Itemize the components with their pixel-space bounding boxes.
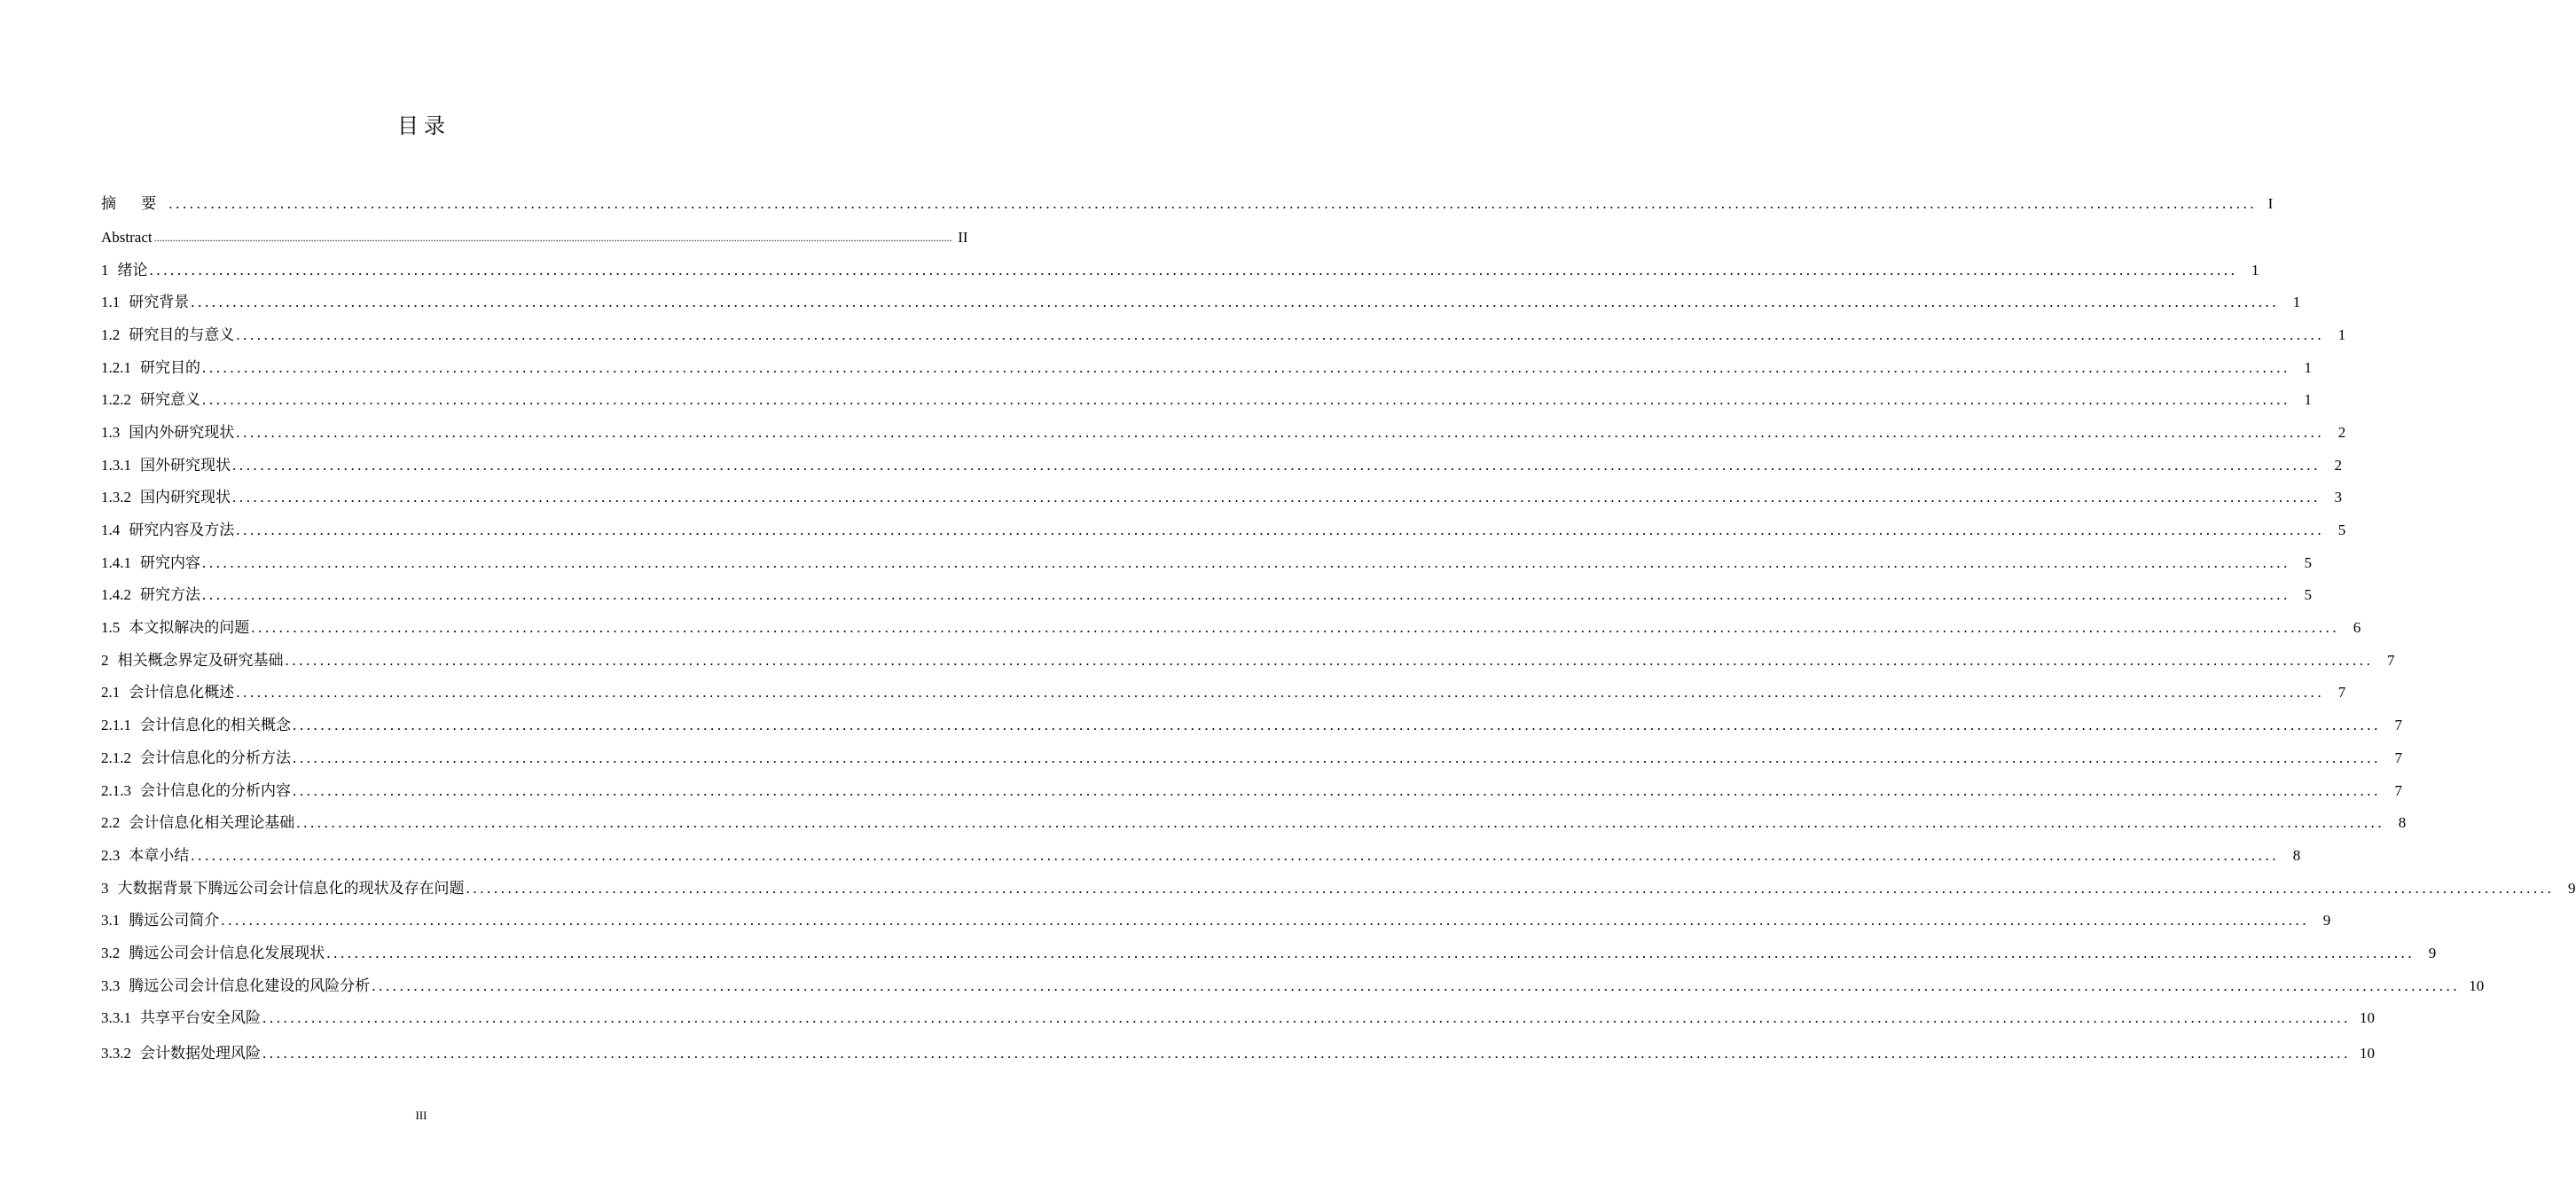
toc-leader-dots: ............................................................................................................................................................................................................................................................................................................: [326, 945, 2415, 961]
toc-entry-title: 研究内容及方法: [129, 522, 235, 538]
toc-entry-number: 1.5: [101, 619, 121, 636]
toc-leader-dots: ............................................................................................................................................................................................................................................................................................................: [191, 847, 2280, 864]
toc-entry-number: 2.2: [101, 814, 121, 831]
toc-entry-title: 本文拟解决的问题: [129, 619, 250, 636]
toc-leader-dots: ............................................................................................................................................................................................................................................................................................................: [251, 619, 2340, 636]
toc-leader-dots: ............................................................................................................................................................................................................................................................................................................: [293, 749, 2381, 766]
toc-leader-dots: ............................................................................................................................................................................................................................................................................................................: [232, 457, 2321, 474]
toc-entry-number: 3.3.1: [101, 1009, 131, 1026]
toc-entry[interactable]: [101, 744, 2402, 767]
toc-entry[interactable]: [101, 809, 2407, 832]
toc-entry-title: 国内研究现状: [140, 489, 231, 506]
toc-entry-label: [101, 1009, 262, 1027]
toc-entry-page: 6: [2353, 619, 2361, 636]
toc-entry-page: 9: [2322, 912, 2331, 929]
toc-entry-number: 1.3.1: [101, 457, 131, 474]
toc-entry[interactable]: [101, 190, 2274, 213]
toc-entry-number: 2.1.3: [101, 782, 131, 799]
toc-entry-page: 5: [2304, 554, 2312, 571]
toc-entry[interactable]: [101, 516, 2346, 539]
toc-leader-dots: ............................................................................................................................................................................................................................................................................................................: [236, 522, 2325, 538]
toc-entry-number: 2.1: [101, 684, 121, 701]
page-number: III: [415, 1109, 427, 1122]
toc-entry-page: 1: [2292, 294, 2301, 310]
toc-entry[interactable]: [101, 256, 2259, 279]
toc-entry-label: [101, 522, 236, 539]
page-title: 目 录: [397, 115, 445, 138]
toc-entry-number: 3.3.2: [101, 1045, 131, 1062]
toc-entry-label: [101, 391, 202, 409]
toc-entry[interactable]: [101, 842, 2301, 865]
toc-entry-label: [101, 457, 232, 474]
toc-entry-page: 5: [2337, 522, 2346, 538]
toc-leader-dots: ............................................................................................................................................................................................................................................................................................................: [372, 977, 2461, 994]
toc-entry-label: [101, 782, 293, 800]
toc-entry-number: 2.1.1: [101, 717, 131, 733]
toc-entry-title: 本章小结: [129, 847, 190, 864]
toc-leader-dots: ............................................................................................................................................................................................................................................................................................................: [262, 1009, 2351, 1026]
toc-entry-label: [101, 749, 293, 767]
toc-leader-dots: ............................................................................................................................................................................................................................................................................................................: [191, 294, 2280, 310]
toc-entry-title: 大数据背景下腾远公司会计信息化的现状及存在问题: [117, 880, 465, 897]
toc-entry-label: [101, 294, 191, 311]
toc-entry[interactable]: [101, 386, 2312, 409]
toc-entry-page: 7: [2387, 652, 2395, 669]
toc-entry-label: [101, 717, 293, 734]
toc-entry-label: [101, 684, 236, 702]
toc-entry[interactable]: [101, 419, 2346, 442]
toc-leader-dots: ............................................................................................................................................................................................................................................................................................................: [236, 326, 2325, 343]
toc-entry-label: 摘 要: [101, 195, 168, 212]
toc-entry-label: [101, 554, 202, 572]
toc-leader-dots: ............................................................................................................................................................................................................................................................................................................: [236, 424, 2325, 441]
toc-leader-dots: ............................................................................................................................................................................................................................................................................................................: [293, 782, 2381, 799]
toc-entry[interactable]: [101, 224, 968, 247]
toc-entry[interactable]: [101, 906, 2331, 929]
toc-entry-page: 1: [2337, 326, 2346, 343]
toc-entry-page: 7: [2337, 684, 2346, 701]
toc-entry-title: 会计数据处理风险: [140, 1045, 261, 1062]
toc-entry-page: I: [2267, 195, 2274, 212]
toc-entry-label: [101, 424, 236, 442]
toc-leader-dots: ............................................................................................................................................................................................................................................................................................................: [202, 586, 2290, 603]
toc-leader-dots: ............................................................................................................................................................................................................................................................................................................: [202, 391, 2290, 408]
toc-entry-label: [101, 945, 326, 962]
toc-entry-number: 2.1.2: [101, 749, 131, 766]
toc-entry-title: 研究背景: [129, 294, 190, 310]
toc-entry-number: 1.2.2: [101, 391, 131, 408]
toc-entry-label: Abstract: [101, 229, 153, 246]
toc-entry-page: 8: [2292, 847, 2301, 864]
toc-entry-title: 相关概念界定及研究基础: [117, 652, 284, 669]
toc-entry-label: [101, 262, 150, 279]
toc-entry[interactable]: [101, 874, 2576, 898]
toc-entry-number: 1.3.2: [101, 489, 131, 506]
toc-entry[interactable]: [101, 777, 2402, 800]
toc-entry-number: 3: [101, 880, 109, 897]
toc-entry-page: 7: [2394, 782, 2402, 799]
toc-leader-dots: ............................................................................................................................................................................................................................................................................................................: [285, 652, 2374, 669]
toc-entry-page: 7: [2394, 749, 2402, 766]
toc-leader-dots: ............................................................................................................................................................................................................................................................................................................: [262, 1045, 2351, 1062]
toc-entry[interactable]: [101, 321, 2346, 344]
toc-entry-title: 会计信息化概述: [129, 684, 235, 701]
toc-entry-number: 2: [101, 652, 109, 669]
toc-entry-title: 国内外研究现状: [129, 424, 235, 441]
toc-entry-label: [101, 1045, 262, 1063]
toc-entry-title: 研究目的与意义: [129, 326, 235, 343]
toc-entry-label: [101, 814, 296, 832]
toc-leader-dots: ............................................................................................................................................................................................................................................................................................................: [232, 489, 2321, 506]
toc-entry-title: 研究目的: [140, 359, 200, 376]
toc-entry-number: 3.1: [101, 912, 121, 929]
toc-entry-number: 1: [101, 262, 109, 278]
toc-entry-page: 7: [2394, 717, 2402, 733]
toc-entry[interactable]: [101, 647, 2395, 670]
toc-entry-title: 腾远公司会计信息化建设的风险分析: [129, 977, 371, 994]
toc-entry-number: 1.3: [101, 424, 121, 441]
toc-entry-page: 10: [2469, 977, 2485, 994]
toc-entry[interactable]: [101, 581, 2312, 604]
toc-leader-dots: ............................................................................................................................................................................................................................................................................................................: [202, 554, 2290, 571]
toc-entry-title: 会计信息化的相关概念: [140, 717, 291, 733]
toc-entry-page: 1: [2304, 391, 2312, 408]
toc-leader-dots: ............................................................................................................................................................................................................................................................................................................: [202, 359, 2290, 376]
toc-entry-label: [101, 912, 221, 929]
toc-entry-number: 1.1: [101, 294, 121, 310]
toc-entry[interactable]: [101, 483, 2342, 506]
toc-entry-label: [101, 652, 286, 670]
toc-entry-number: 3.2: [101, 945, 121, 961]
toc-entry-title: 研究方法: [140, 586, 200, 603]
toc-entry-label: [101, 619, 251, 637]
toc-entry-number: 3.3: [101, 977, 121, 994]
toc-entry-label: [101, 359, 202, 377]
toc-entry-label: [101, 489, 232, 506]
toc-leader-dots: ............................................................................................................................................................................................................................................................................................................: [149, 262, 2238, 278]
toc-entry[interactable]: [101, 972, 2485, 995]
toc-entry-title: 绪论: [117, 262, 148, 278]
toc-leader-dots: ............................................................................................................................................................................................................................................................................................................: [153, 231, 952, 244]
toc-entry-title: 研究内容: [140, 554, 200, 571]
toc-entry[interactable]: [101, 288, 2301, 311]
toc-entry-number: 1.4.2: [101, 586, 131, 603]
toc-entry-title: 腾远公司会计信息化发展现状: [129, 945, 325, 961]
toc-entry-title: 会计信息化的分析内容: [140, 782, 291, 799]
toc-entry[interactable]: [101, 939, 2437, 962]
toc-entry-page: 1: [2251, 262, 2259, 278]
toc-entry-number: 2.3: [101, 847, 121, 864]
toc-entry-page: 1: [2304, 359, 2312, 376]
toc-entry-page: 10: [2360, 1009, 2375, 1026]
toc-entry[interactable]: [101, 549, 2312, 572]
toc-entry-label: [101, 586, 202, 604]
toc-entry-title: 会计信息化的分析方法: [140, 749, 291, 766]
toc-entry-number: 1.4.1: [101, 554, 131, 571]
toc-entry-title: 共享平台安全风险: [140, 1009, 261, 1026]
toc-entry-number: 1.2.1: [101, 359, 131, 376]
toc-entry-page: 9: [2568, 880, 2576, 897]
toc-entry-label: [101, 977, 372, 995]
toc-leader-dots: ............................................................................................................................................................................................................................................................................................................: [293, 717, 2381, 733]
toc-entry-number: 1.2: [101, 326, 121, 343]
toc-leader-dots: ............................................................................................................................................................................................................................................................................................................: [236, 684, 2325, 701]
toc-entry-page: 2: [2334, 457, 2342, 474]
toc-entry-label: [101, 880, 466, 898]
toc-entry-page: 9: [2428, 945, 2437, 961]
toc-entry-page: 8: [2398, 814, 2407, 831]
toc-entry-page: II: [958, 229, 968, 246]
toc-leader-dots: ............................................................................................................................................................................................................................................................................................................: [168, 195, 2258, 212]
toc-entry[interactable]: [101, 1039, 2375, 1063]
toc-entry[interactable]: [101, 354, 2312, 377]
toc-entry-page: 2: [2337, 424, 2346, 441]
toc-entry-page: 10: [2360, 1045, 2375, 1062]
toc-entry-page: 5: [2304, 586, 2312, 603]
toc-entry-title: 腾远公司简介: [129, 912, 220, 929]
toc-leader-dots: ............................................................................................................................................................................................................................................................................................................: [296, 814, 2385, 831]
toc-entry[interactable]: [101, 711, 2402, 734]
toc-entry-page: 3: [2334, 489, 2342, 506]
toc-leader-dots: ............................................................................................................................................................................................................................................................................................................: [466, 880, 2555, 897]
toc-entry-label: [101, 326, 236, 344]
toc-entry[interactable]: [101, 451, 2342, 474]
toc-entry[interactable]: [101, 614, 2361, 637]
toc-entry-number: 1.4: [101, 522, 121, 538]
toc-entry-title: 会计信息化相关理论基础: [129, 814, 295, 831]
toc-leader-dots: ............................................................................................................................................................................................................................................................................................................: [221, 912, 2310, 929]
toc-entry-label: [101, 847, 191, 865]
toc-entry-title: 国外研究现状: [140, 457, 231, 474]
toc-entry[interactable]: [101, 1004, 2375, 1027]
toc-entry-title: 研究意义: [140, 391, 200, 408]
toc-entry[interactable]: [101, 678, 2346, 702]
